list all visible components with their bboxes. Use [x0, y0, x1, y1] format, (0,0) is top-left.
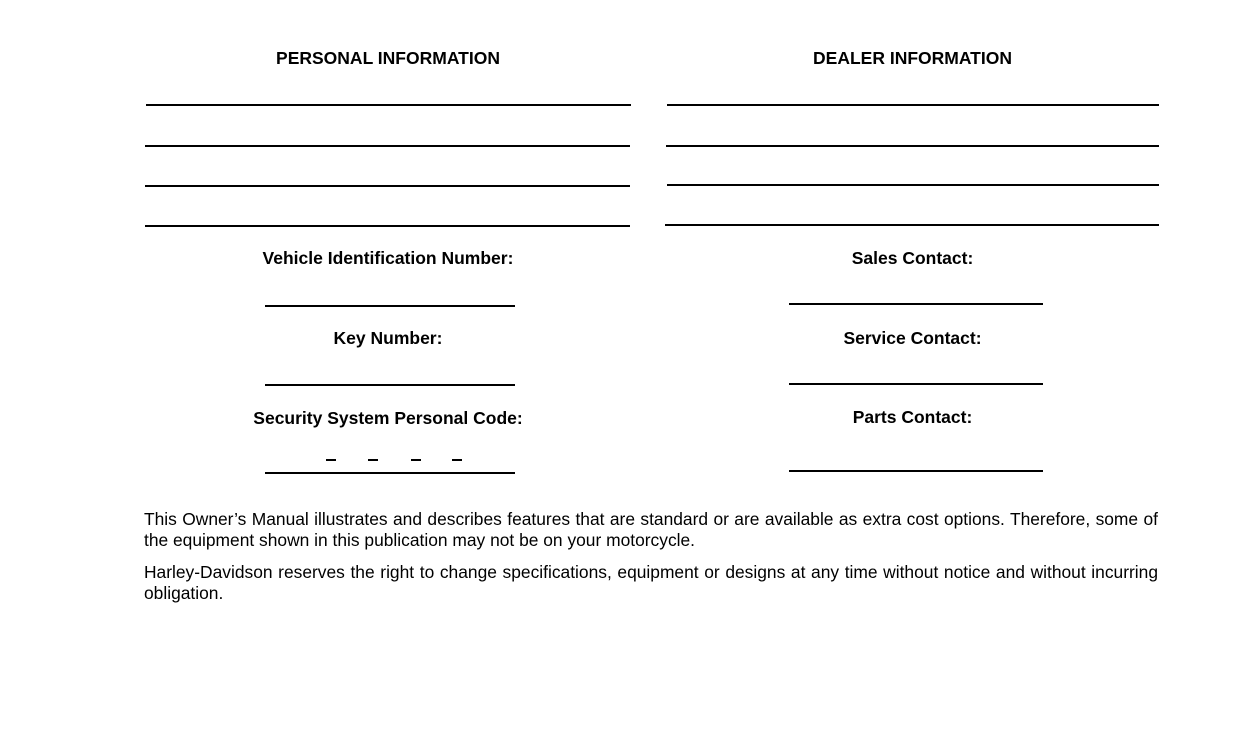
key-number-field-line[interactable]: [265, 384, 515, 386]
parts-contact-label: Parts Contact:: [852, 407, 973, 427]
code-digit-1: [326, 459, 336, 461]
dealer-info-line-1[interactable]: [667, 104, 1159, 106]
dealer-info-line-4[interactable]: [665, 224, 1159, 226]
vin-label: Vehicle Identification Number:: [262, 248, 514, 268]
code-digit-4: [452, 459, 462, 461]
personal-info-line-1[interactable]: [146, 104, 631, 106]
personal-info-line-4[interactable]: [145, 225, 630, 227]
sales-contact-label: Sales Contact:: [851, 248, 974, 268]
sales-contact-field-line[interactable]: [789, 303, 1043, 305]
parts-contact-field-line[interactable]: [789, 470, 1043, 472]
security-code-label: Security System Personal Code:: [253, 408, 523, 428]
specifications-disclaimer-paragraph: Harley-Davidson reserves the right to change specifications, equipment or designs at any time without notice and without incurring obligation.: [144, 562, 1158, 603]
personal-information-heading: PERSONAL INFORMATION: [276, 48, 500, 68]
security-code-field-line[interactable]: [265, 472, 515, 474]
service-contact-field-line[interactable]: [789, 383, 1043, 385]
key-number-label: Key Number:: [333, 328, 443, 348]
dealer-info-line-2[interactable]: [666, 145, 1159, 147]
personal-info-line-3[interactable]: [145, 185, 630, 187]
vin-field-line[interactable]: [265, 305, 515, 307]
dealer-info-line-3[interactable]: [667, 184, 1159, 186]
dealer-information-heading: DEALER INFORMATION: [813, 48, 1012, 68]
code-digit-3: [411, 459, 421, 461]
personal-info-line-2[interactable]: [145, 145, 630, 147]
equipment-disclaimer-paragraph: This Owner’s Manual illustrates and describes features that are standard or are available as extra cost options. Therefore, some of the equipment shown in this publication may not be on your motorcycle.: [144, 509, 1158, 550]
code-digit-2: [368, 459, 378, 461]
service-contact-label: Service Contact:: [843, 328, 982, 348]
